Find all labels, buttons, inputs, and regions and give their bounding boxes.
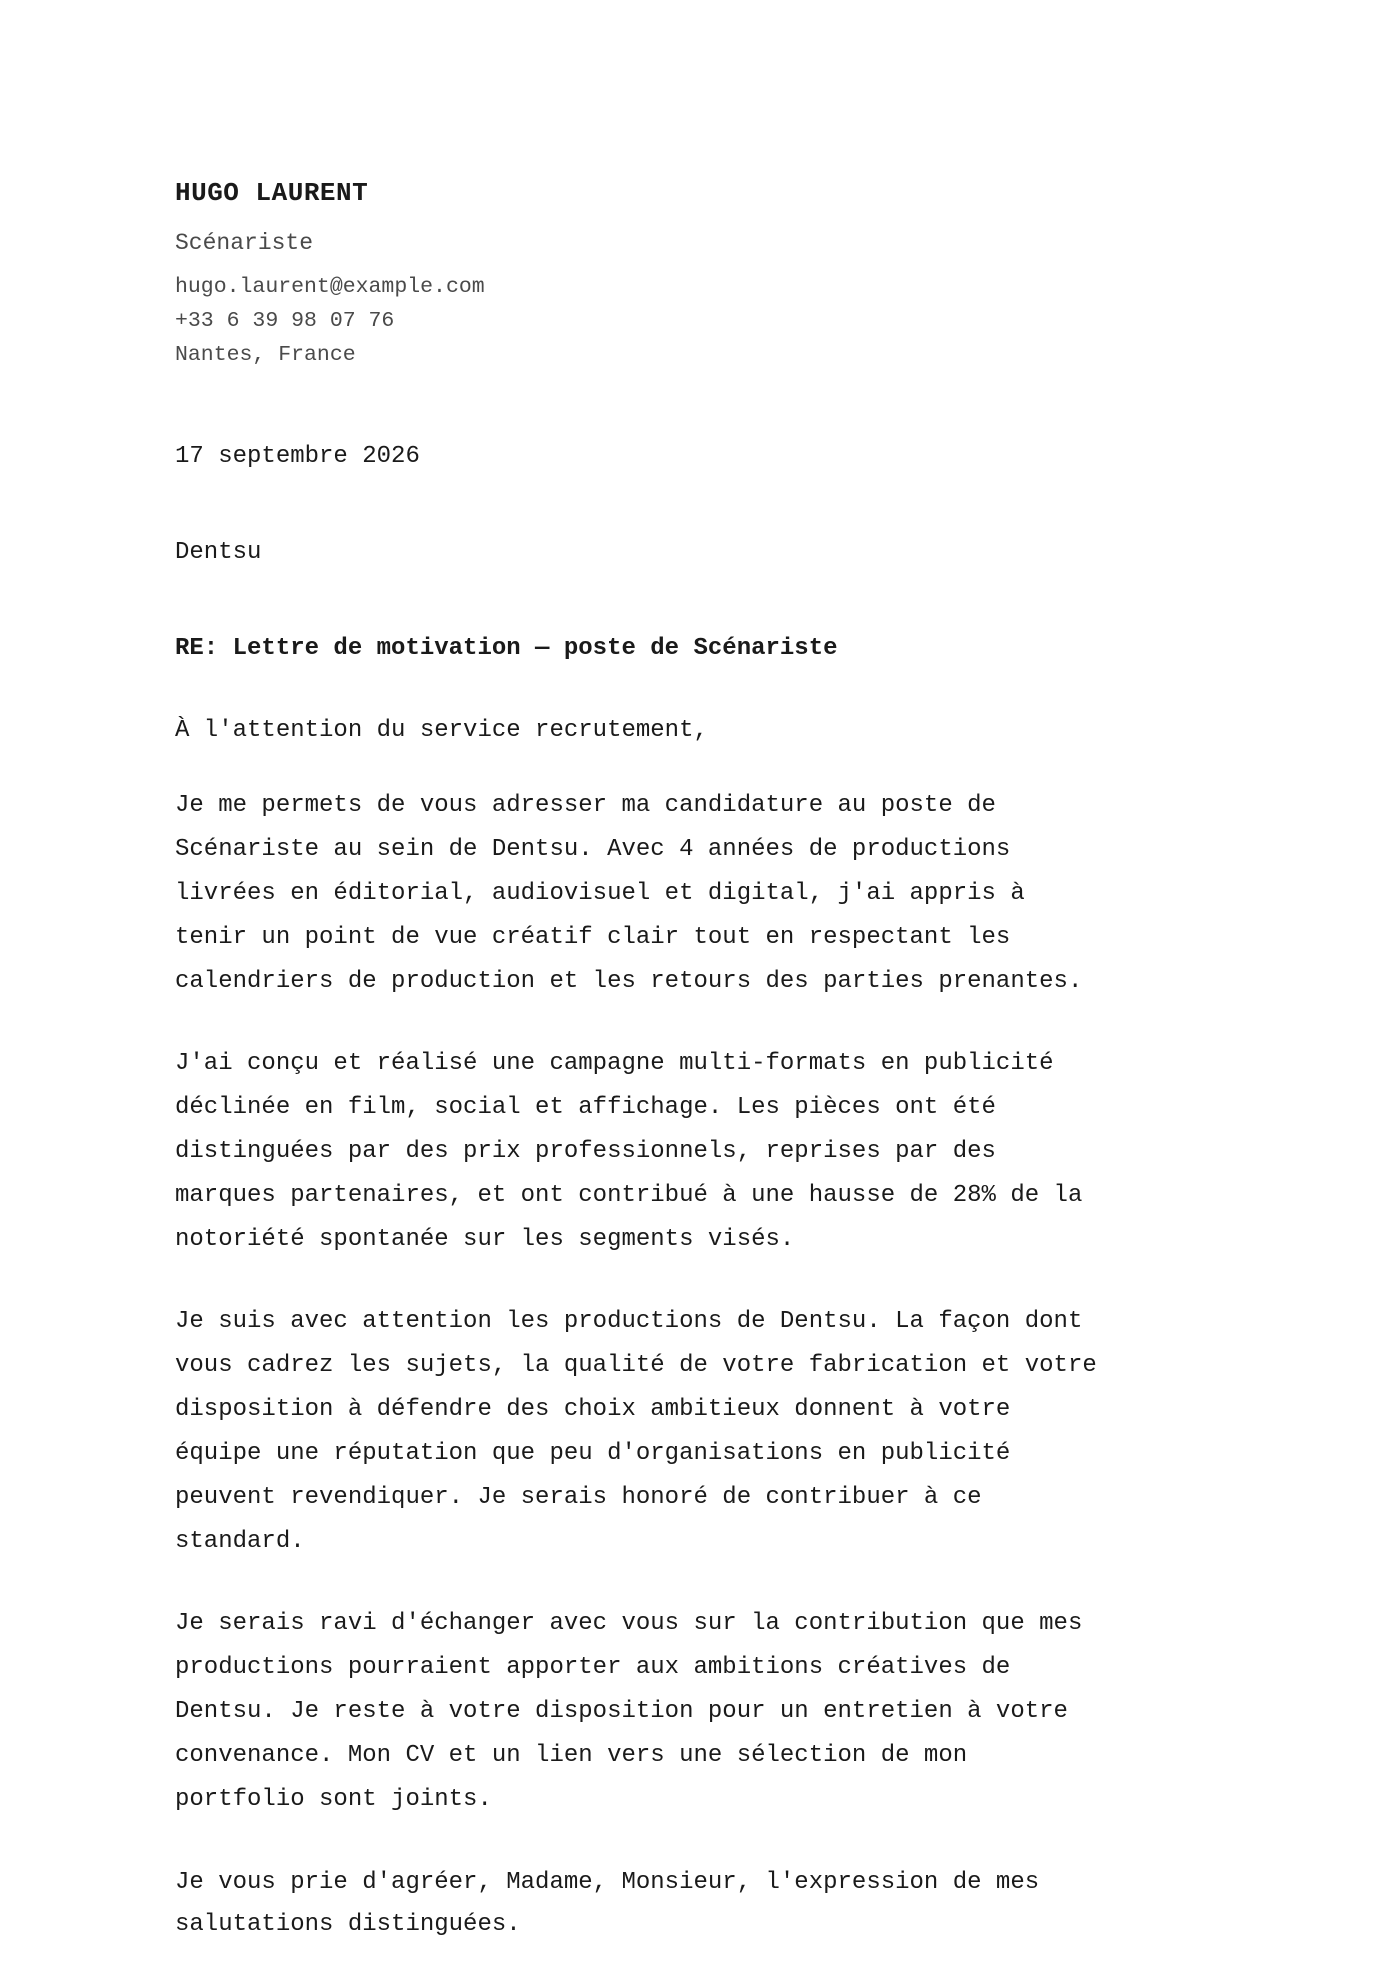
letter-closing: Je vous prie d'agréer, Madame, Monsieur, l'expression de mes salutations distinguées. (175, 1869, 1040, 1938)
body-paragraph: Je me permets de vous adresser ma candidature au poste de Scénariste au sein de Dentsu. Avec 4 années de productions livrées en éditorial, audiovisuel et digital, j'ai appris à tenir un point de vue créatif clair tout en respectant les calendriers de production et les retours des parties prenantes. (175, 792, 1083, 995)
body-paragraph: Je serais ravi d'échanger avec vous sur la contribution que mes productions pourraient apporter aux ambitions créatives de Dentsu. Je reste à votre disposition pour un entretien à votre convenance. Mon CV et un lien vers une sélection de mon portfolio sont joints. (175, 1610, 1083, 1813)
letter-salutation: À l'attention du service recrutement, (175, 717, 708, 744)
recipient-name: Dentsu (175, 539, 262, 566)
letter-subject: RE: Lettre de motivation — poste de Scénariste (175, 635, 838, 662)
sender-title: Scénariste (175, 230, 314, 256)
sender-location: Nantes, France (175, 343, 356, 367)
letter-date: 17 septembre 2026 (175, 443, 420, 470)
sender-name: HUGO LAURENT (175, 178, 369, 208)
body-paragraph: Je suis avec attention les productions de Dentsu. La façon dont vous cadrez les sujets, la qualité de votre fabrication et votre disposition à défendre des choix ambitieux donnent à votre équipe une réputation que peu d'organisations en publicité peuvent revendiquer. Je serais honoré de contribuer à ce standard. (175, 1308, 1097, 1555)
sender-phone: +33 6 39 98 07 76 (175, 309, 395, 333)
body-paragraph: J'ai conçu et réalisé une campagne multi-formats en publicité déclinée en film, social et affichage. Les pièces ont été distinguées par des prix professionnels, reprises par des marques partenaires, et ont contribué à une hausse de 28% de la notoriété spontanée sur les segments visés. (175, 1050, 1083, 1253)
sender-email: hugo.laurent@example.com (175, 275, 485, 299)
letter-content (175, 176, 1255, 1946)
